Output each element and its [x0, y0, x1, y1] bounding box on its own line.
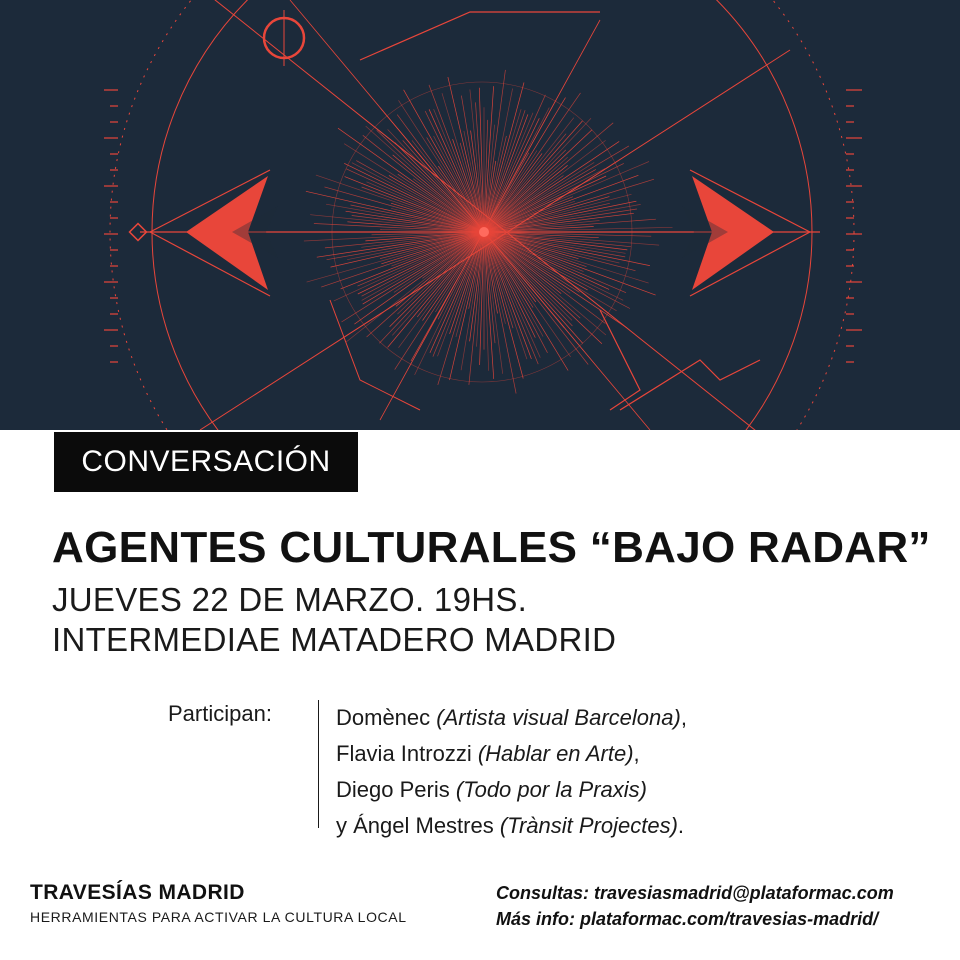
participant-item — [336, 772, 936, 808]
event-venue: INTERMEDIAE MATADERO MADRID — [52, 621, 617, 658]
participant-role: (Hablar en Arte) — [477, 741, 634, 766]
event-date: JUEVES 22 DE MARZO. 19HS. — [52, 581, 528, 618]
participant-item: Domènec (Artista visual Barcelona), — [336, 705, 687, 730]
participant-item: Flavia Introzzi (Hablar en Arte), — [336, 741, 640, 766]
participant-name: y Ángel Mestres — [336, 813, 500, 838]
participant-name: Domènec — [336, 705, 437, 730]
more-info-link[interactable]: plataformac.com/travesias-madrid/ — [580, 909, 879, 929]
more-info-row — [496, 906, 946, 932]
contact-email-link[interactable]: travesiasmadrid@plataformac.com — [594, 883, 894, 903]
event-type-tag: CONVERSACIÓN — [54, 432, 358, 492]
participants-divider — [318, 700, 319, 828]
radar-illustration — [0, 0, 960, 430]
radar-frame-top — [360, 12, 600, 60]
participants-label: Participan: — [168, 701, 272, 726]
participant-role: (Trànsit Projectes) — [499, 813, 678, 838]
participant-name: Flavia Introzzi — [336, 741, 478, 766]
brand-name: TRAVESÍAS MADRID — [30, 881, 245, 904]
radar-zigzag — [620, 360, 760, 410]
hero-image — [0, 0, 960, 430]
brand-tagline: HERRAMIENTAS PARA ACTIVAR LA CULTURA LOCAL — [30, 909, 407, 925]
participant-item: y Ángel Mestres (Trànsit Projectes). — [336, 813, 685, 838]
contact-info — [496, 880, 946, 932]
participant-name: Diego Peris — [336, 777, 456, 802]
contact-email-label: Consultas: — [496, 883, 590, 903]
event-title: AGENTES CULTURALES “BAJO RADAR” — [52, 523, 931, 572]
radar-frame-bottom — [600, 310, 640, 410]
participant-role: (Artista visual Barcelona) — [436, 705, 681, 730]
more-info-label: Más info: — [496, 909, 575, 929]
participant-role: (Todo por la Praxis) — [455, 777, 648, 802]
radar-frame-bottom-left — [330, 300, 420, 410]
contact-email-row — [496, 880, 946, 906]
participants-list — [336, 700, 936, 844]
